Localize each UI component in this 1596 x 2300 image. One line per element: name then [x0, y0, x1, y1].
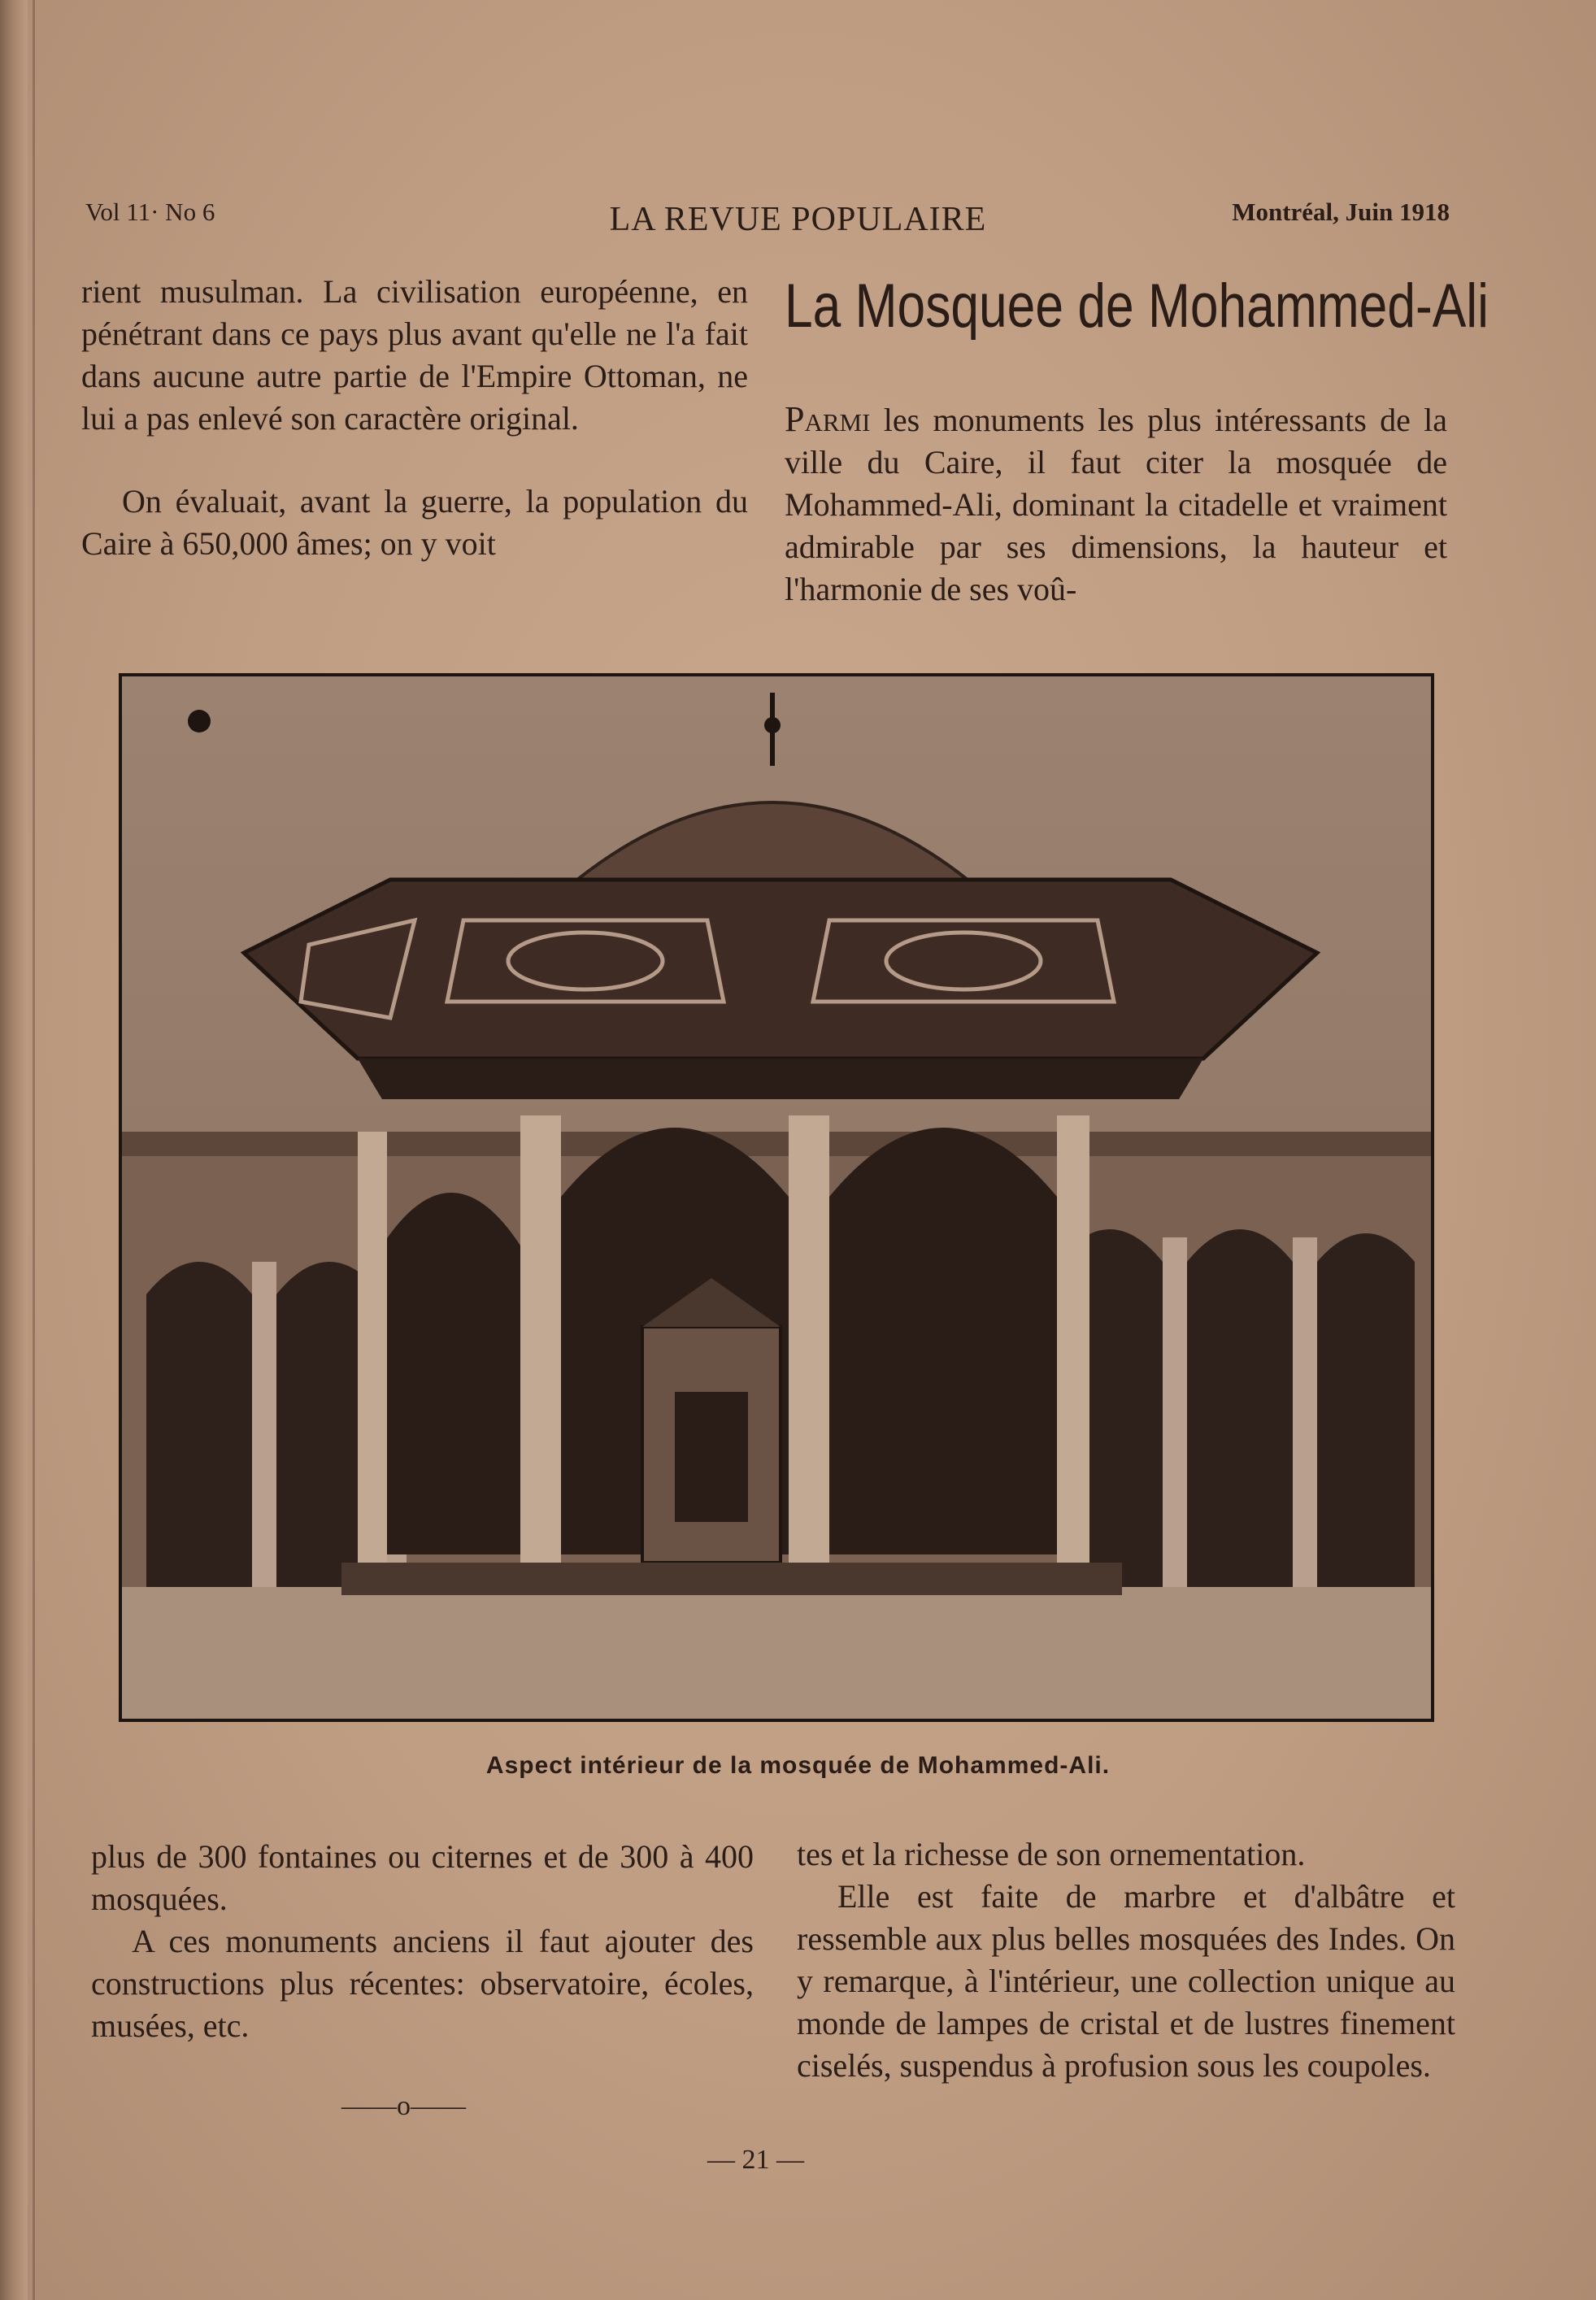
photo-caption: Aspect intérieur de la mosquée de Mohammed-Ali.: [485, 1752, 1111, 1779]
paragraph: [785, 398, 1447, 611]
magazine-title: LA REVUE POPULAIRE: [609, 201, 987, 238]
paragraph: rient musulman. La civilisation européenne, en pénétrant dans ce pays plus avant qu'elle ne l'a fait dans aucune autre partie de l'Empire Ottoman, ne lui a pas enlevé son caractère original.: [81, 273, 748, 437]
mosque-courtyard-image: [122, 676, 1431, 1719]
paragraph-text: les monuments les plus intéressants de la ville du Caire, il faut citer la mosquée de Mohammed-Ali, dominant la citadelle et vraiment admirable par ses dimensions, la hauteur et l'harmonie de ses voû-: [785, 402, 1447, 607]
column-top-right: [785, 398, 1447, 611]
column-top-left: [81, 271, 748, 565]
drop-cap-word: Parmi: [785, 399, 871, 439]
paragraph: Elle est faite de marbre et d'albâtre et ressemble aux plus belles mosquées des Indes. On y remarque, à l'intérieur, une collection unique au monde de lampes de cristal et de lustres finement ciselés, suspendus à profusion sous les coupoles.: [797, 1878, 1455, 2084]
paragraph: A ces monuments anciens il faut ajouter des constructions plus récentes: observatoire, écoles, musées, etc.: [91, 1923, 754, 2044]
section-divider: ——o——: [341, 2091, 466, 2121]
page-number: — 21 —: [707, 2145, 804, 2175]
column-bottom-left: [91, 1836, 754, 2047]
paragraph: tes et la richesse de son ornementation.: [797, 1836, 1306, 1872]
volume-number: Vol 11· No 6: [85, 198, 215, 226]
mosque-photograph: [119, 673, 1434, 1722]
paragraph: plus de 300 fontaines ou citernes et de 300 à 400 mosquées.: [91, 1838, 754, 1917]
article-title: La Mosquee de Mohammed-Ali: [785, 272, 1489, 341]
column-bottom-right: [797, 1833, 1455, 2087]
page-spine: [0, 0, 28, 2300]
dateline: Montréal, Juin 1918: [1232, 198, 1450, 226]
spine-edge: [33, 0, 35, 2300]
paragraph: On évaluait, avant la guerre, la population du Caire à 650,000 âmes; on y voit: [81, 483, 748, 562]
